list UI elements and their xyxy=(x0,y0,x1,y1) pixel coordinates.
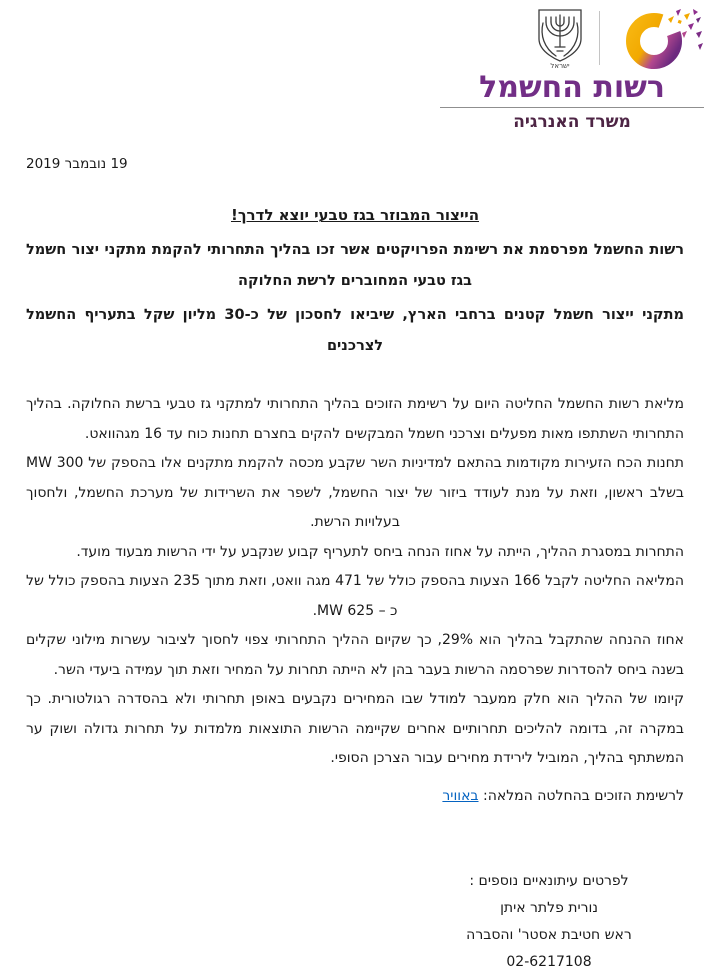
contact-name: נורית פלתר איתן xyxy=(500,899,598,916)
logo-block xyxy=(440,6,704,132)
electricity-authority-logo-icon xyxy=(608,7,704,69)
body-paragraph: מליאת רשות החשמל החליטה היום על רשימת הזוכים בהליך התחרותי למתקני גז טבעי ברשת החלוקה. בהליך התחרותי השתתפו מאות מפעלים וצרכני חשמל המבקשים להקים בחצרם תחנות כוח עד 16 מגהוואט. xyxy=(26,396,684,442)
press-contact-block xyxy=(424,868,674,976)
contact-role: ראש חטיבת אסטר' והסברה xyxy=(466,926,632,943)
logo-images xyxy=(440,6,704,70)
press-headline: הייצור המבוזר בגז טבעי יוצא לדרך! xyxy=(230,206,480,224)
press-subheadline-secondary: מתקני ייצור חשמל קטנים ברחבי הארץ, שיביאו לחסכון של כ-30 מליון שקל בתעריף החשמל לצרכנים xyxy=(26,307,685,354)
logo-divider xyxy=(599,11,600,65)
body-paragraph: המליאה החליטה לקבל 166 הצעות בהספק כולל של 471 מגה וואט, וזאת מתוך 235 הצעות בהספק כולל של כ – 625 MW. xyxy=(26,573,684,619)
body-paragraphs xyxy=(26,390,684,774)
press-subheadline: רשות החשמל מפרסמת את רשימת הפרויקטים אשר זכו בהליך התחרותי להקמת מתקני יצור חשמל בגז טבעי המחוברים לרשת החלוקה xyxy=(26,242,684,289)
body-paragraph: התחרות במסגרת ההליך, הייתה על אחוז הנחה ביחס לתעריף קבוע שנקבע על ידי הרשות מבעוד מועד. xyxy=(76,543,684,560)
contact-heading: לפרטים עיתונאיים נוספים : xyxy=(469,872,629,889)
body-paragraph: קיומו של ההליך הוא חלק ממעבר למודל שבו המחירים נקבעים באופן תחרותי ולא בהסדרה רגולטורית. כך במקרה זה, בדומה להליכים תחרותיים אחרים שקיימה הרשות התוצאות מלמדות על תחרות גדולה ושוק ער המשתתף בהליך, המוביל לירידת מחירים עבור הצרכן הסופי. xyxy=(26,691,684,766)
body-paragraph: תחנות הכח הזעירות מקודמות בהתאם למדיניות השר שקבע מכסה להקמת מתקנים אלו בהספק של 300 MW בשלב ראשון, וזאת על מנת לעודד ביזור של יצור החשמל, לשפר את השרידות של מערכת החשמל, ולחסוך בעלויות הרשת. xyxy=(26,455,684,530)
letterhead xyxy=(0,0,710,132)
winners-list-link[interactable]: באוויר xyxy=(442,787,479,804)
israel-state-emblem-icon xyxy=(529,7,591,69)
contact-phone: 02-6217108 xyxy=(506,953,592,970)
winners-link-prefix: לרשימת הזוכים בהחלטה המלאה: xyxy=(478,787,684,804)
winners-link-line xyxy=(26,788,684,804)
press-body xyxy=(0,206,710,976)
ministry-name: משרד האנרגיה xyxy=(513,112,631,132)
press-date: 19 נובמבר 2019 xyxy=(26,156,128,172)
logo-rule xyxy=(440,107,704,108)
emblem-label: ישראל xyxy=(550,62,570,70)
authority-name: רשות החשמל xyxy=(479,70,665,105)
body-paragraph: אחוז ההנחה שהתקבל בהליך הוא 29%, כך שקיום ההליך התחרותי צפוי לחסוך לציבור עשרות מילוני שקלים בשנה ביחס להסדרות שפרסמה הרשות בעבר בהן לא הייתה תחרות על המחיר וזאת תוך עמידה ביעדי השר. xyxy=(26,632,684,678)
